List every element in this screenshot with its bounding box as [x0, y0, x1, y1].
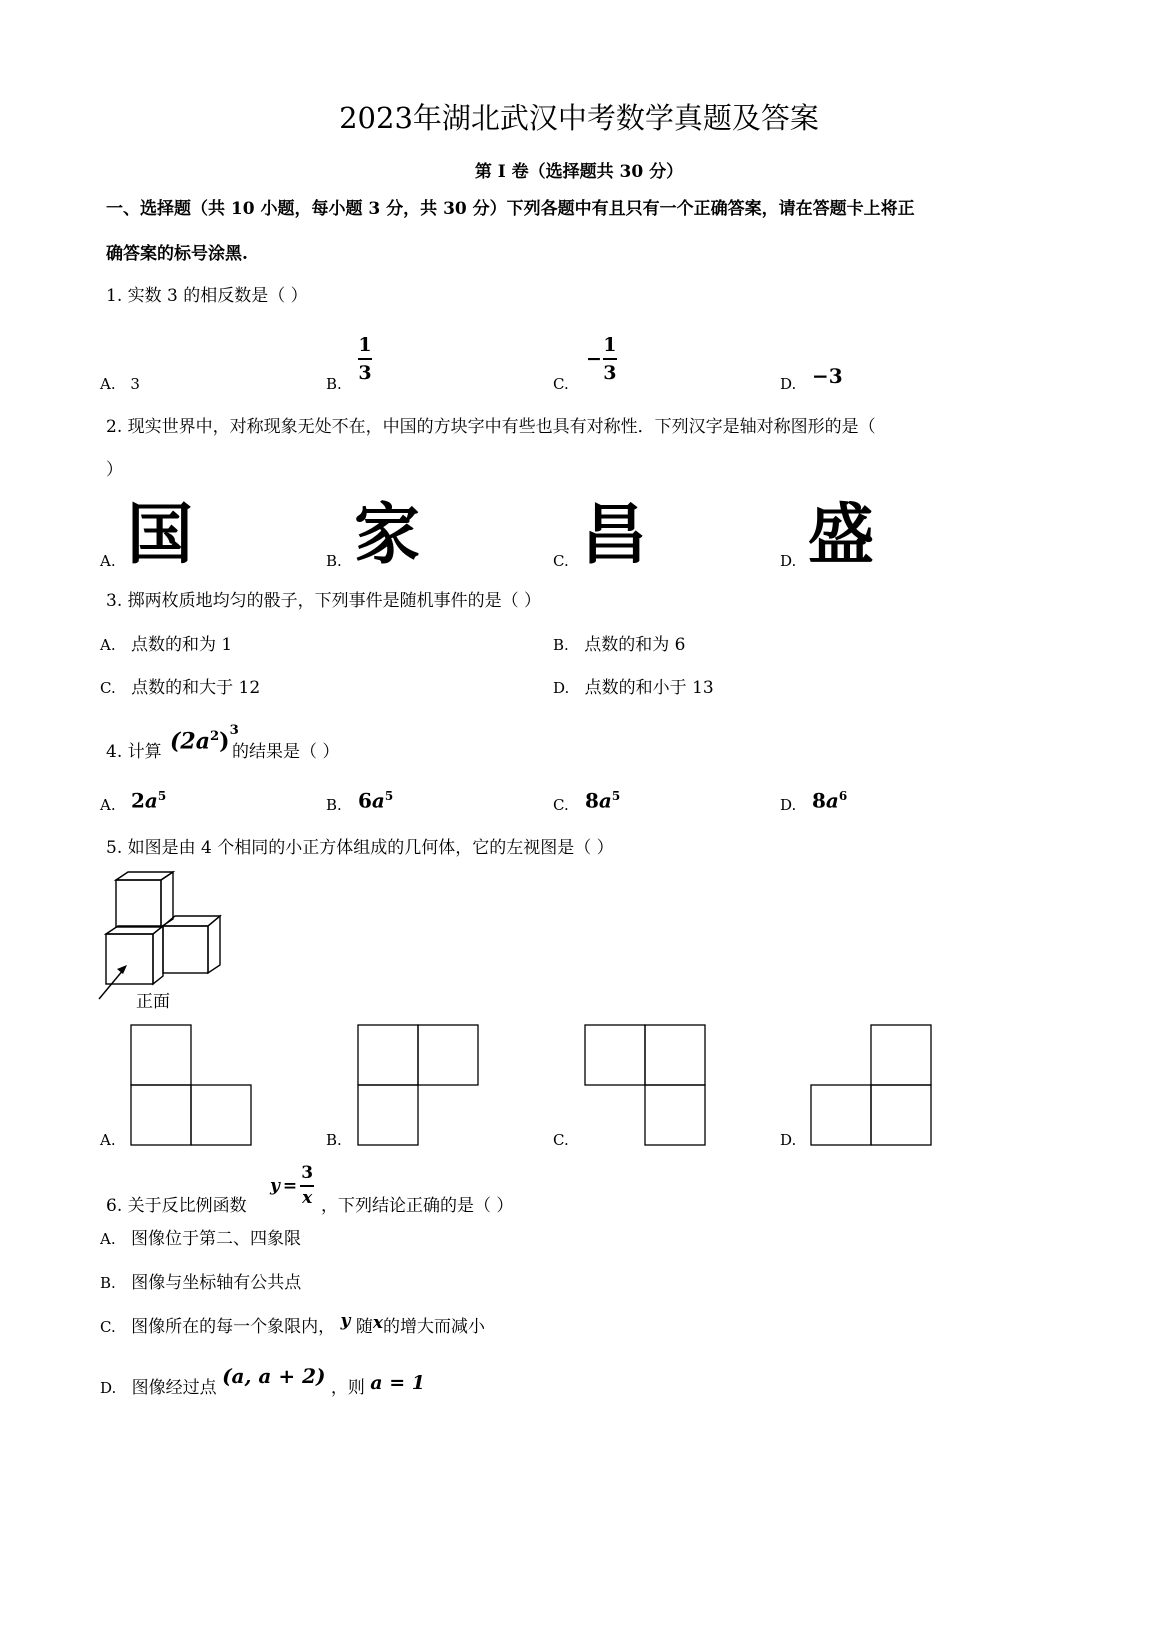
q1-option-a [100, 372, 140, 396]
q1-option-a-label: A. [100, 375, 116, 393]
q1-stem: 1. 实数 3 的相反数是（ ） [106, 286, 308, 306]
q5-option-b-label: B. [326, 1131, 342, 1149]
q6-y: y [270, 1176, 280, 1196]
q4-stem-post: 的结果是（ ） [232, 742, 340, 762]
q1-b-denominator: 3 [358, 362, 372, 384]
q2-option-b-label: B. [326, 552, 342, 570]
q6-option-b-text: 图像与坐标轴有公共点 [131, 1273, 302, 1293]
q4-d-coefficient: 8 [812, 788, 826, 813]
q2-option-a-label: A. [100, 552, 116, 570]
q6-option-c-label: C. [100, 1318, 116, 1336]
q4-expr-close: ) [219, 728, 230, 755]
q3-option-c [100, 674, 260, 702]
q4-expr-base: (2a [170, 728, 210, 755]
q3-option-a-label: A. [100, 636, 116, 654]
q2-option-c-label: C. [553, 552, 569, 570]
q5-option-a-label: A. [100, 1131, 116, 1149]
q6-fraction-bar [300, 1185, 314, 1187]
q1-option-d-label: D. [780, 375, 797, 393]
q3-option-c-label: C. [100, 679, 116, 697]
q6-equals: = [282, 1176, 298, 1196]
q4-b-variable: a [371, 788, 385, 813]
q3-option-b [553, 631, 685, 659]
q6-option-d-text-pre: 图像经过点 [131, 1378, 217, 1398]
q1-c-minus: − [586, 348, 602, 370]
q4-stem-pre: 4. 计算 [106, 742, 162, 762]
q6-option-c-x: x [372, 1313, 383, 1333]
q4-option-a-value [131, 782, 166, 815]
q6-option-a-text: 图像位于第二、四象限 [131, 1229, 302, 1249]
q6-option-c-y: y [340, 1311, 351, 1331]
q4-option-d-value [812, 782, 847, 815]
q4-option-b-value [358, 782, 393, 815]
q4-expr-inner-exp: 2 [209, 729, 220, 744]
q6-option-c-text-post: 的增大而减小 [382, 1317, 485, 1337]
q3-option-a [100, 631, 232, 659]
q1-option-c-fraction [586, 334, 617, 384]
q4-d-exponent: 6 [838, 789, 848, 803]
q6-option-c [100, 1313, 485, 1341]
page-subtitle: 第 I 卷（选择题共 30 分） [474, 162, 684, 182]
q2-stem-close: ） [106, 460, 123, 480]
q1-b-fraction-bar [358, 358, 372, 360]
q1-option-c-label: C. [553, 375, 569, 393]
q6-option-c-text-mid: 随 [355, 1317, 373, 1337]
q4-expr-outer-exp: 3 [229, 723, 239, 738]
q4-a-coefficient: 2 [131, 788, 145, 813]
q3-option-d-label: D. [553, 679, 570, 697]
q5-front-label: 正面 [136, 992, 170, 1012]
q3-option-b-label: B. [553, 636, 569, 654]
q3-option-b-text: 点数的和为 6 [584, 635, 686, 655]
q4-c-variable: a [598, 788, 612, 813]
q1-c-denominator: 3 [603, 362, 617, 384]
q4-expression [170, 722, 239, 757]
q2-option-b-character: 家 [354, 496, 420, 573]
q3-option-c-text: 点数的和大于 12 [131, 678, 261, 698]
q6-option-d-point: (a, a + 2) [222, 1364, 326, 1388]
q6-option-d-label: D. [100, 1379, 117, 1397]
q6-numerator: 3 [301, 1163, 314, 1183]
q6-option-b-label: B. [100, 1274, 116, 1292]
q6-option-a-label: A. [100, 1230, 116, 1248]
q4-c-coefficient: 8 [585, 788, 599, 813]
section-instructions-line2: 确答案的标号涂黑. [106, 244, 248, 264]
q1-c-numerator: 1 [603, 334, 617, 356]
q5-option-c-view [584, 1024, 706, 1146]
q5-option-a-view [130, 1024, 252, 1146]
q4-option-b-label: B. [326, 796, 342, 814]
q1-option-b-fraction [358, 334, 372, 384]
q4-d-variable: a [825, 788, 839, 813]
q1-option-b-label: B. [326, 375, 342, 393]
q6-option-a [100, 1225, 301, 1253]
q3-stem: 3. 掷两枚质地均匀的骰子，下列事件是随机事件的是（ ） [106, 591, 542, 611]
q4-c-exponent: 5 [611, 789, 621, 803]
q3-option-a-text: 点数的和为 1 [131, 635, 233, 655]
q4-a-variable: a [144, 788, 158, 813]
page-title: 2023年湖北武汉中考数学真题及答案 [339, 101, 819, 135]
q4-option-a-label: A. [100, 796, 116, 814]
q4-option-c-value [585, 782, 620, 815]
q4-b-exponent: 5 [384, 789, 394, 803]
q6-denominator: x [302, 1188, 313, 1208]
q6-stem-pre: 6. 关于反比例函数 [106, 1196, 247, 1216]
q1-c-fraction-bar [603, 358, 617, 360]
q6-option-d-text-mid: ，则 [330, 1378, 365, 1398]
q1-b-numerator: 1 [358, 334, 372, 356]
q2-option-d-label: D. [780, 552, 797, 570]
q5-option-d-label: D. [780, 1131, 797, 1149]
q4-option-d-label: D. [780, 796, 797, 814]
q6-option-c-text-pre: 图像所在的每一个象限内， [131, 1317, 336, 1337]
q5-option-d-view [810, 1024, 932, 1146]
q3-option-d-text: 点数的和小于 13 [584, 678, 714, 698]
q1-option-d-value: −3 [812, 364, 843, 388]
q5-stem: 5. 如图是由 4 个相同的小正方体组成的几何体，它的左视图是（ ） [106, 838, 614, 858]
q5-cube-figure [96, 868, 236, 1008]
q2-stem: 2. 现实世界中，对称现象无处不在，中国的方块字中有些也具有对称性．下列汉字是轴对称图形的是（ [106, 417, 876, 437]
q5-option-c-label: C. [553, 1131, 569, 1149]
q2-option-a-character: 国 [127, 496, 193, 573]
q6-option-b [100, 1269, 301, 1297]
q5-option-b-view [357, 1024, 479, 1146]
q4-b-coefficient: 6 [358, 788, 372, 813]
q4-option-c-label: C. [553, 796, 569, 814]
section-instructions-line1: 一、选择题（共 10 小题，每小题 3 分，共 30 分）下列各题中有且只有一个正确答案，请在答题卡上将正 [106, 199, 915, 219]
q6-option-d [100, 1364, 425, 1402]
q3-option-d [553, 674, 714, 702]
q6-function [270, 1164, 314, 1208]
q6-option-d-equation: a = 1 [370, 1372, 425, 1394]
q2-option-c-character: 昌 [581, 496, 647, 573]
q4-a-exponent: 5 [157, 789, 167, 803]
q6-stem-post: ，下列结论正确的是（ ） [321, 1196, 514, 1216]
q2-option-d-character: 盛 [808, 496, 874, 573]
q1-option-a-value: 3 [130, 375, 140, 393]
